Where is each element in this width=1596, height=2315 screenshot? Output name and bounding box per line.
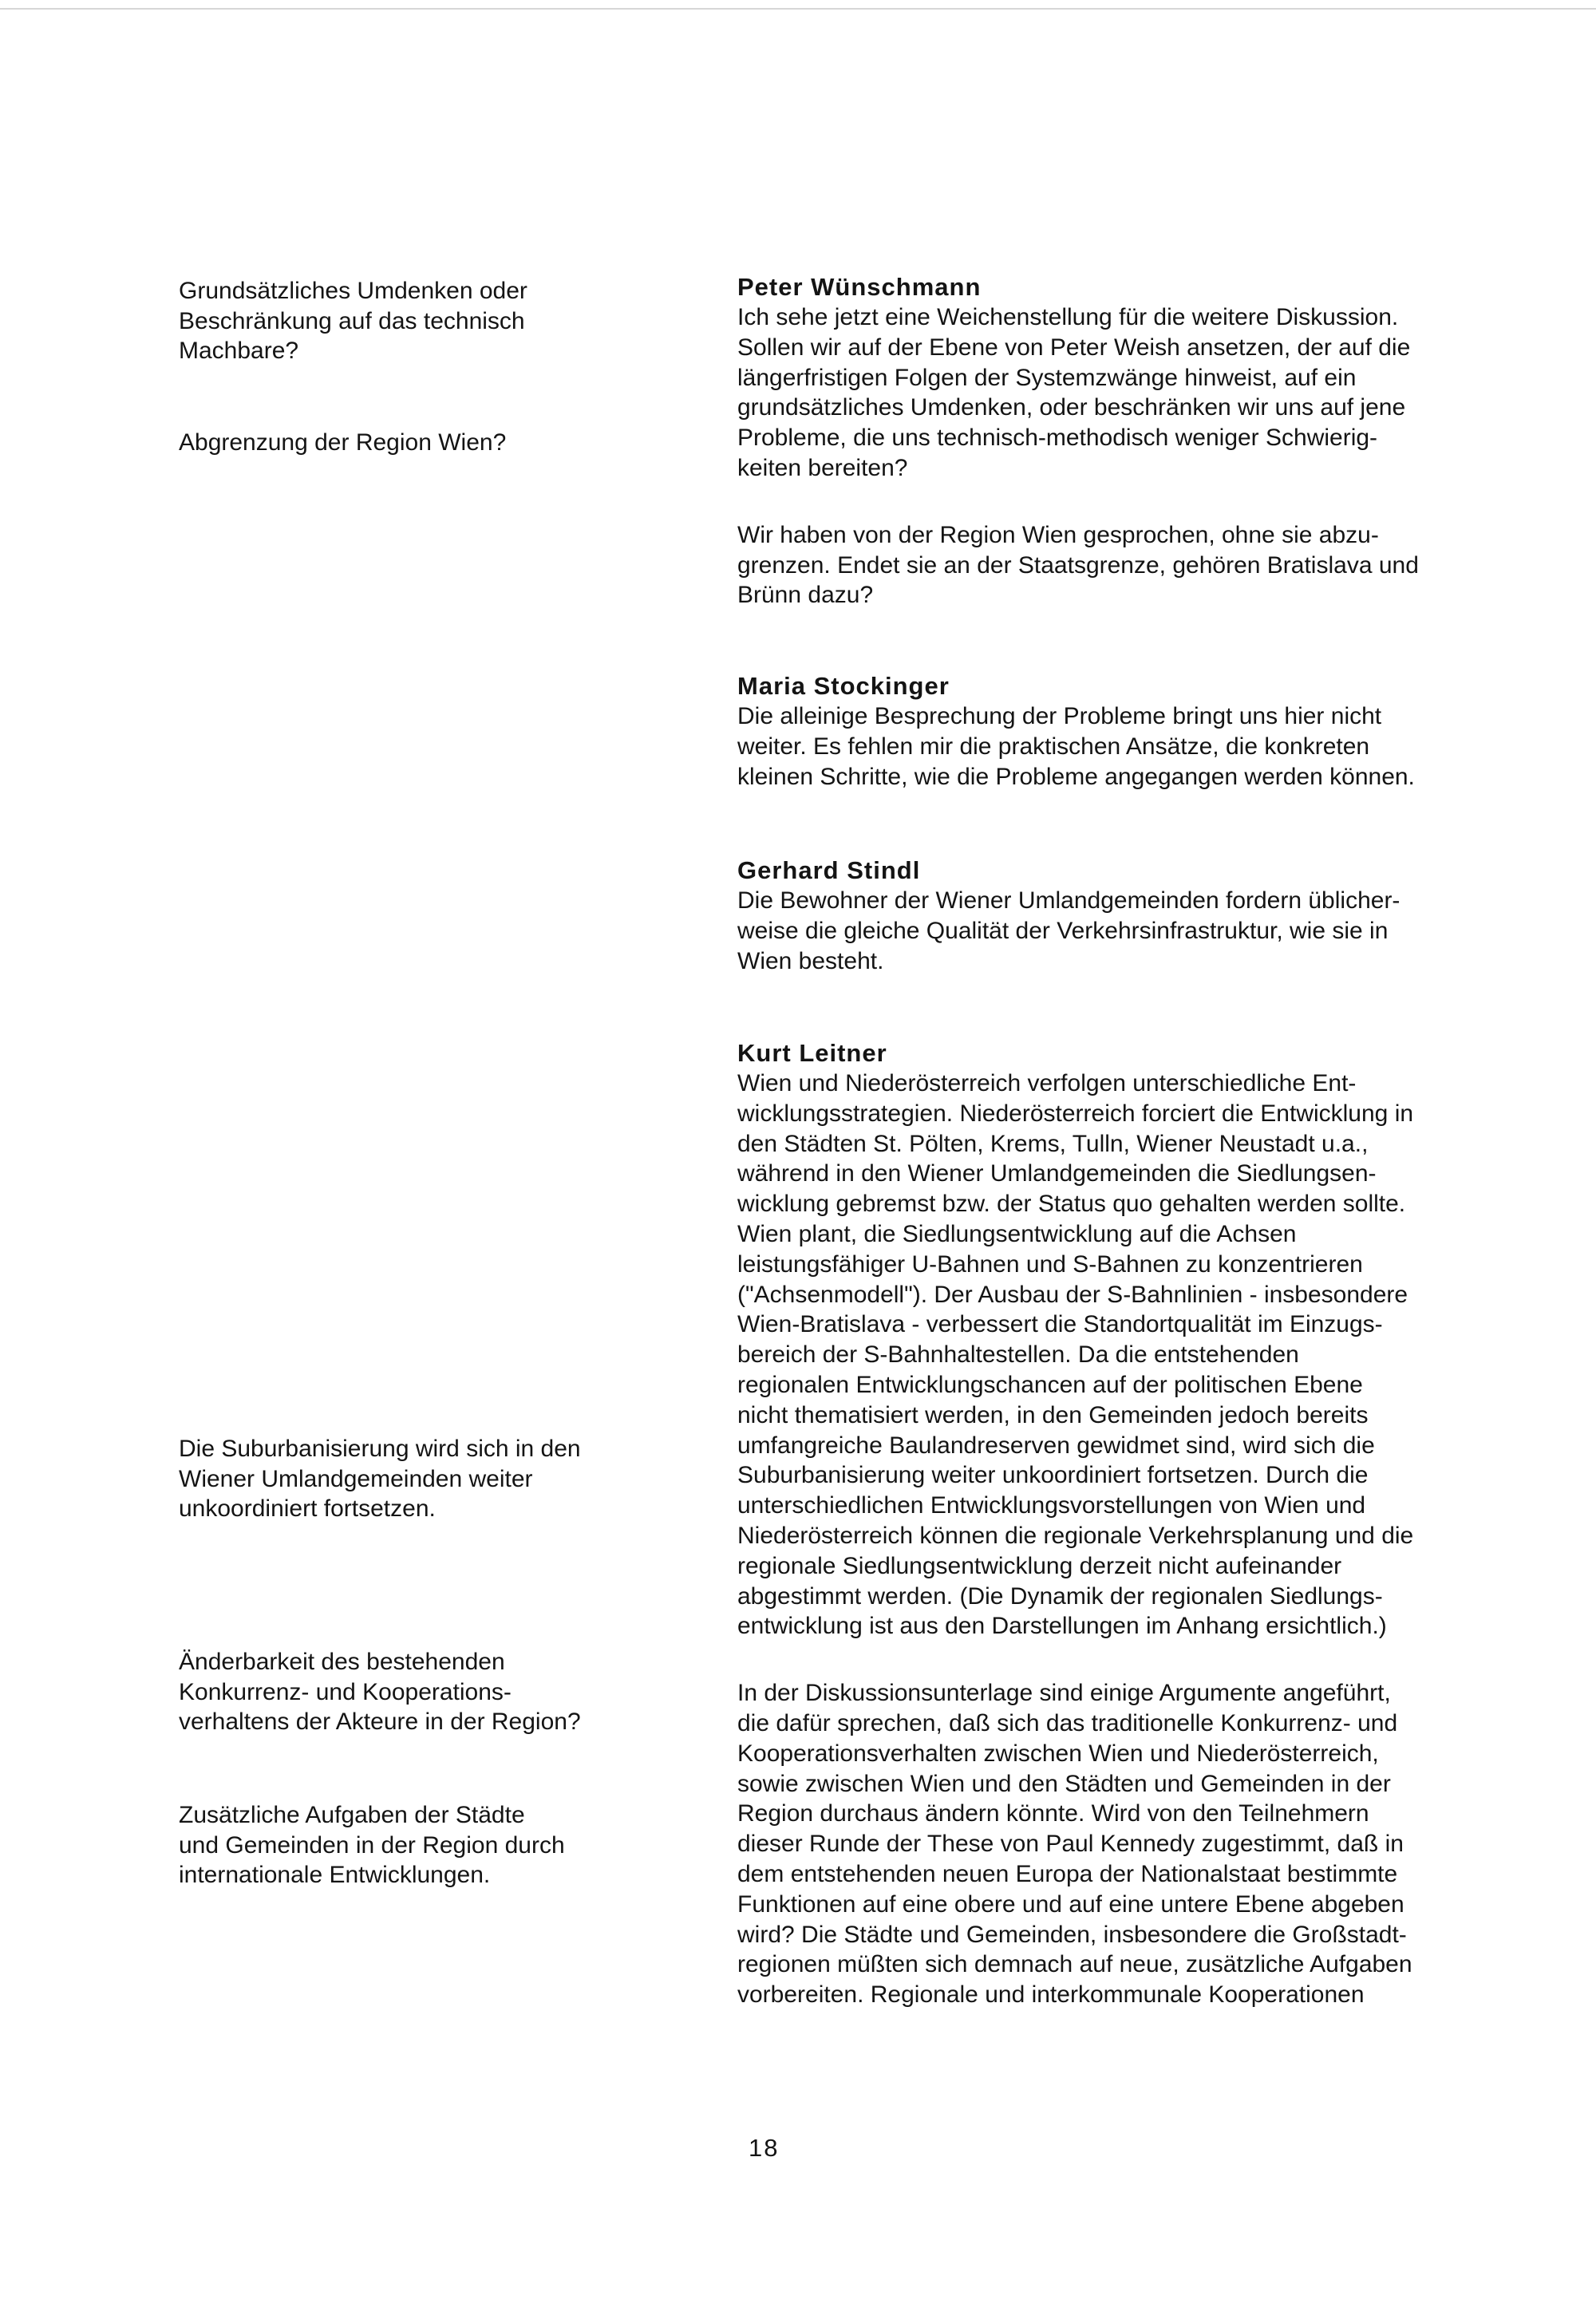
section-kurt-leitner [737, 1038, 1559, 2010]
margin-note-abgrenzung: Abgrenzung der Region Wien? [179, 429, 507, 456]
text-line: Die alleinige Besprechung der Probleme bringt uns hier nicht [737, 703, 1382, 729]
text-line: Wien plant, die Siedlungsentwicklung auf die Achsen [737, 1220, 1297, 1247]
section-peter-wuenschmann [737, 272, 1559, 610]
text-line: vorbereiten. Regionale und interkommunale Kooperationen [737, 1981, 1365, 2009]
paragraph [737, 701, 1559, 792]
text-line: Kooperationsverhalten zwischen Wien und Niederösterreich, [737, 1740, 1379, 1767]
text-line: Wien-Bratislava - verbessert die Standortqualität im Einzugs- [737, 1311, 1383, 1338]
text-line: bereich der S-Bahnhaltestellen. Da die entstehenden [737, 1341, 1299, 1369]
text-line: Die Bewohner der Wiener Umlandgemeinden fordern üblicher- [737, 887, 1400, 914]
paragraph [737, 302, 1559, 484]
text-line: abgestimmt werden. (Die Dynamik der regionalen Siedlungs- [737, 1582, 1383, 1610]
text-line: Sollen wir auf der Ebene von Peter Weish ansetzen, der auf die [737, 334, 1411, 361]
text-line: regionalen Entwicklungschancen auf der politischen Ebene [737, 1371, 1363, 1398]
text-line: weise die gleiche Qualität der Verkehrsinfrastruktur, wie sie in [737, 917, 1389, 944]
paragraph [737, 1678, 1559, 2010]
text-line: längerfristigen Folgen der Systemzwänge hinweist, auf ein [737, 364, 1357, 391]
text-line: wird? Die Städte und Gemeinden, insbesondere die Großstadt- [737, 1921, 1407, 1948]
text-line: Wir haben von der Region Wien gesprochen, ohne sie abzu- [737, 521, 1379, 548]
text-line: weiter. Es fehlen mir die praktischen Ansätze, die konkreten [737, 733, 1370, 760]
paragraph [737, 886, 1559, 976]
text-line: Suburbanisierung weiter unkoordiniert fortsetzen. Durch die [737, 1462, 1369, 1489]
text-line: dem entstehenden neuen Europa der Nationalstaat bestimmte [737, 1860, 1398, 1887]
text-line: wicklung gebremst bzw. der Status quo gehalten werden sollte. [737, 1191, 1406, 1218]
speaker-name: Peter Wünschmann [737, 273, 982, 301]
text-line: während in den Wiener Umlandgemeinden die Siedlungsen- [737, 1160, 1377, 1187]
text-line: Ich sehe jetzt eine Weichenstellung für die weitere Diskussion. [737, 304, 1399, 330]
text-line: Wien und Niederösterreich verfolgen unterschiedliche Ent- [737, 1070, 1357, 1096]
text-line: unterschiedlichen Entwicklungsvorstellungen von Wien und [737, 1492, 1366, 1519]
margin-note-umdenken: Grundsätzliches Umdenken oder Beschränkung auf das technisch Machbare? [179, 278, 527, 364]
paragraph [737, 520, 1559, 610]
text-line: grenzen. Endet sie an der Staatsgrenze, gehören Bratislava und [737, 551, 1419, 579]
speaker-name: Maria Stockinger [737, 672, 950, 700]
page-top-rule [0, 8, 1596, 10]
margin-note-suburbanisierung: Die Suburbanisierung wird sich in den Wiener Umlandgemeinden weiter unkoordiniert fortsetzen. [179, 1436, 581, 1522]
paragraph [737, 1069, 1559, 1641]
text-line: regionale Siedlungsentwicklung derzeit nicht aufeinander [737, 1552, 1342, 1579]
text-line: umfangreiche Baulandreserven gewidmet sind, wird sich die [737, 1432, 1375, 1459]
text-line: Brünn dazu? [737, 582, 874, 609]
margin-note-konkurrenz: Änderbarkeit des bestehenden Konkurrenz- und Kooperations- verhaltens der Akteure in der Region? [179, 1649, 581, 1735]
section-gerhard-stindl [737, 855, 1559, 976]
text-line: dieser Runde der These von Paul Kennedy zugestimmt, daß in [737, 1831, 1404, 1858]
speaker-name: Kurt Leitner [737, 1039, 887, 1067]
text-line: Funktionen auf eine obere und auf eine untere Ebene abgeben [737, 1890, 1404, 1918]
text-line: Wien besteht. [737, 947, 884, 974]
text-line: nicht thematisiert werden, in den Gemeinden jedoch bereits [737, 1401, 1369, 1428]
text-line: regionen müßten sich demnach auf neue, zusätzliche Aufgaben [737, 1951, 1412, 1978]
speaker-name: Gerhard Stindl [737, 856, 921, 884]
text-line: den Städten St. Pölten, Krems, Tulln, Wiener Neustadt u.a., [737, 1130, 1369, 1157]
text-line: Probleme, die uns technisch-methodisch weniger Schwierig- [737, 425, 1378, 452]
text-line: grundsätzliches Umdenken, oder beschränken wir uns auf jene [737, 394, 1406, 421]
text-line: entwicklung ist aus den Darstellungen im Anhang ersichtlich.) [737, 1613, 1387, 1640]
margin-note-aufgaben: Zusätzliche Aufgaben der Städte und Gemeinden in der Region durch internationale Entwicklungen. [179, 1802, 565, 1888]
text-line: ("Achsenmodell"). Der Ausbau der S-Bahnlinien - insbesondere [737, 1281, 1408, 1308]
text-line: keiten bereiten? [737, 454, 908, 481]
text-line: Region durchaus ändern könnte. Wird von den Teilnehmern [737, 1800, 1369, 1827]
text-line: kleinen Schritte, wie die Probleme angegangen werden können. [737, 763, 1415, 790]
text-line: In der Diskussionsunterlage sind einige Argumente angeführt, [737, 1680, 1391, 1707]
page-number: 18 [749, 2134, 780, 2162]
text-line: Niederösterreich können die regionale Verkehrsplanung und die [737, 1522, 1414, 1549]
text-line: die dafür sprechen, daß sich das traditionelle Konkurrenz- und [737, 1709, 1398, 1736]
text-line: wicklungsstrategien. Niederösterreich forciert die Entwicklung in [737, 1100, 1414, 1127]
text-line: leistungsfähiger U-Bahnen und S-Bahnen zu konzentrieren [737, 1250, 1363, 1278]
section-maria-stockinger [737, 671, 1559, 792]
text-line: sowie zwischen Wien und den Städten und Gemeinden in der [737, 1770, 1391, 1797]
